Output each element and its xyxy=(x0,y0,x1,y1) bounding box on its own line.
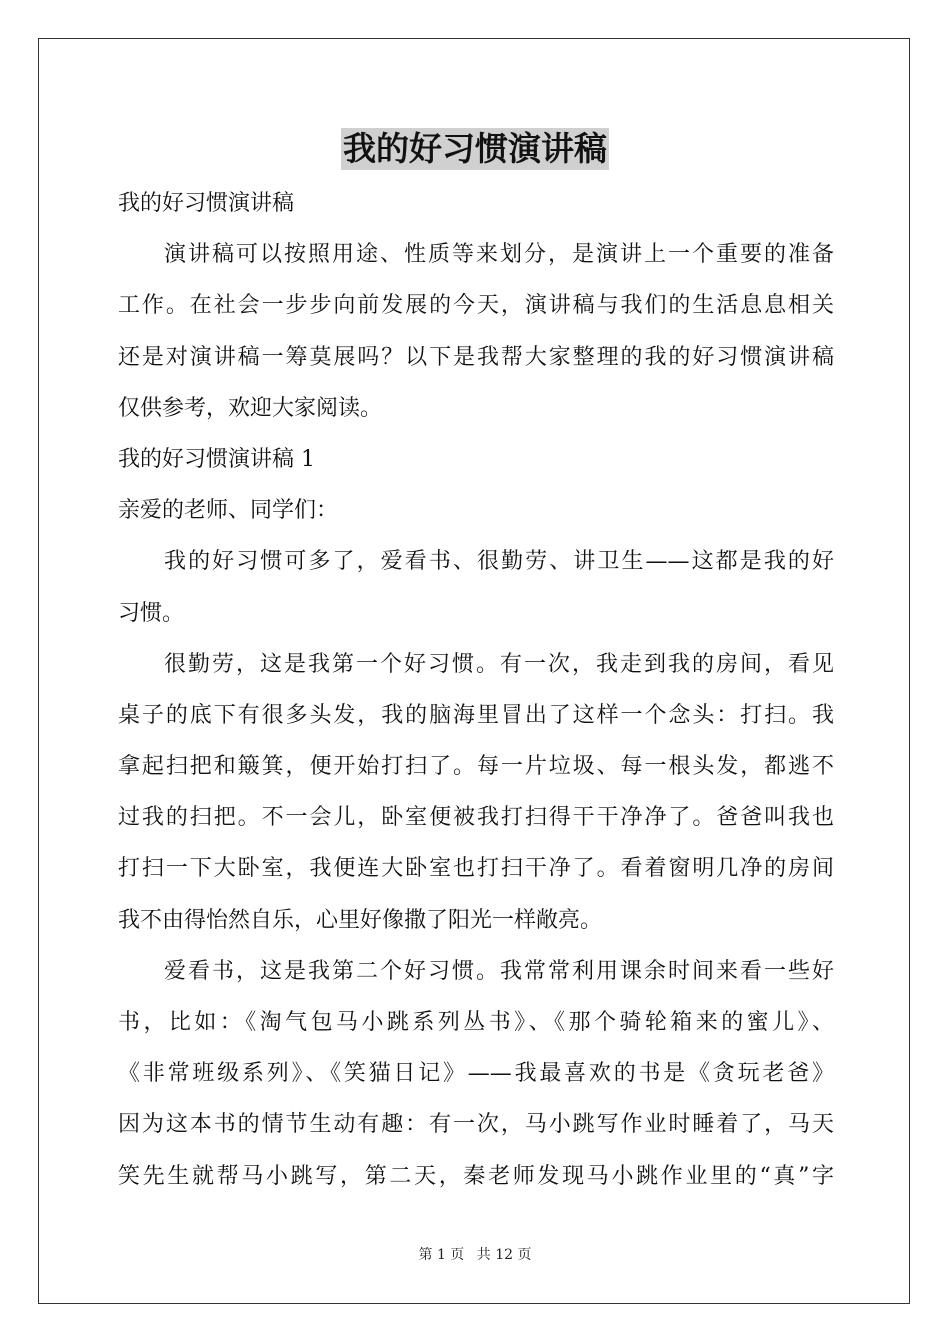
text-line: 亲爱的老师、同学们： xyxy=(118,498,339,524)
text-line: 过我的扫把。不一会儿，卧室便被我打扫得干干净净了。爸爸叫我也 xyxy=(118,805,834,831)
text-line: 演讲稿可以按照用途、性质等来划分，是演讲上一个重要的准备 xyxy=(164,242,834,268)
text-line: 我的好习惯演讲稿 xyxy=(118,191,295,216)
text-line: 打扫一下大卧室，我便连大卧室也打扫干净了。看着窗明几净的房间 xyxy=(118,856,834,882)
text-line: 我的好习惯可多了，爱看书、很勤劳、讲卫生——这都是我的好 xyxy=(164,549,834,575)
text-line: 仅供参考，欢迎大家阅读。 xyxy=(118,395,383,421)
text-line: 我不由得怡然自乐，心里好像撒了阳光一样敞亮。 xyxy=(118,907,603,933)
text-line: 桌子的底下有很多头发，我的脑海里冒出了这样一个念头：打扫。我 xyxy=(118,702,834,728)
document-title: 我的好习惯演讲稿 xyxy=(343,129,607,168)
text-line: 《非常班级系列》、《笑猫日记》——我最喜欢的书是《贪玩老爸》 xyxy=(118,1061,834,1087)
text-line: 爱看书，这是我第二个好习惯。我常常利用课余时间来看一些好 xyxy=(164,958,834,984)
document-body xyxy=(118,178,834,1202)
text-line: 拿起扫把和簸箕，便开始打扫了。每一片垃圾、每一根头发，都逃不 xyxy=(118,754,834,780)
title-area xyxy=(0,128,950,170)
text-line: 很勤劳，这是我第一个好习惯。有一次，我走到我的房间，看见 xyxy=(164,651,834,677)
text-line: 因为这本书的情节生动有趣：有一次，马小跳写作业时睡着了，马天 xyxy=(118,1112,834,1138)
text-line: 还是对演讲稿一筹莫展吗？以下是我帮大家整理的我的好习惯演讲稿 xyxy=(118,344,834,370)
text-line: 工作。在社会一步步向前发展的今天，演讲稿与我们的生活息息相关 xyxy=(118,293,834,319)
page-number: 第 1 页 xyxy=(418,1247,465,1263)
text-line: 书，比如：《淘气包马小跳系列丛书》、《那个骑轮箱来的蜜儿》、 xyxy=(118,1010,834,1035)
text-line: 我的好习惯演讲稿 1 xyxy=(118,446,315,472)
text-line: 笑先生就帮马小跳写，第二天，秦老师发现马小跳作业里的“真”字 xyxy=(118,1163,834,1189)
page-total: 共 12 页 xyxy=(476,1247,532,1263)
page-footer xyxy=(0,1244,950,1264)
text-line: 习惯。 xyxy=(118,600,185,626)
